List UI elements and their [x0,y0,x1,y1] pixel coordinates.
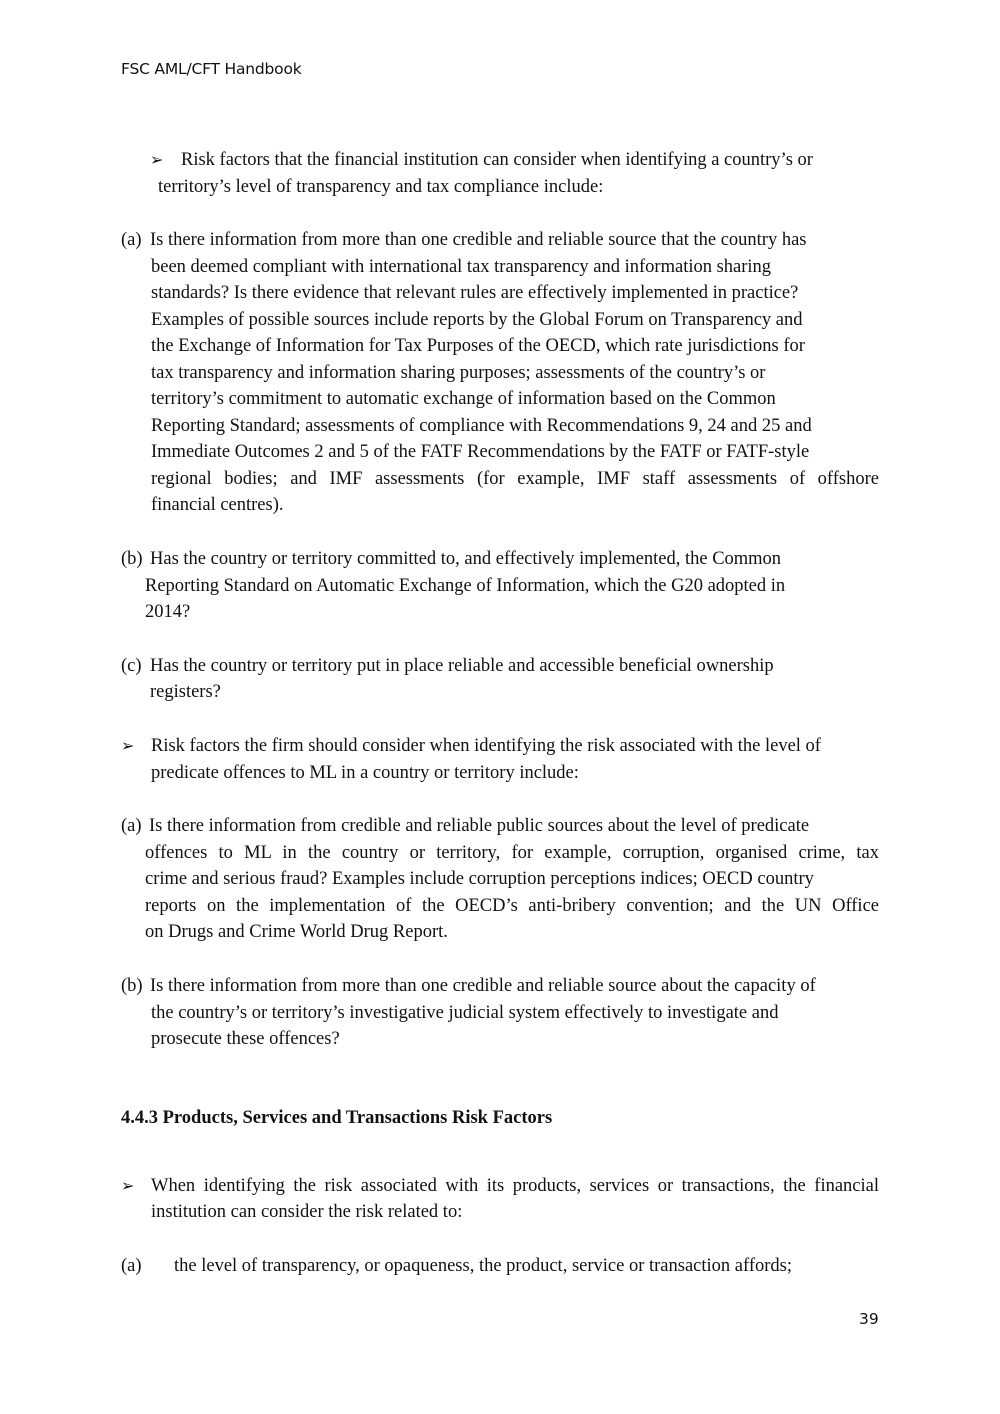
paragraph-line: crime and serious fraud? Examples include corruption perceptions indices; OECD country [145,869,814,889]
arrow-bullet-icon: ➢ [121,736,135,755]
paragraph-line: Immediate Outcomes 2 and 5 of the FATF Recommendations by the FATF or FATF-style [151,442,810,462]
paragraph-line: Is there information from more than one credible and reliable source that the country has [150,230,807,250]
paragraph-line: financial centres). [151,495,284,515]
paragraph-line: institution can consider the risk related to: [151,1202,463,1222]
paragraph-line: regional bodies; and IMF assessments (for example, IMF staff assessments of offshore [151,469,879,489]
item-label: (a) [121,816,142,836]
arrow-bullet-icon: ➢ [150,150,164,169]
paragraph-line: reports on the implementation of the OECD’s anti-bribery convention; and the UN Office [145,896,879,916]
running-header: FSC AML/CFT Handbook [121,60,302,78]
paragraph-line: the level of transparency, or opaqueness, the product, service or transaction affords; [174,1256,792,1276]
paragraph-line: predicate offences to ML in a country or territory include: [151,763,579,783]
paragraph-line: Is there information from credible and reliable public sources about the level of predicate [149,816,810,836]
paragraph-line: been deemed compliant with international tax transparency and information sharing [151,257,772,277]
paragraph-line: the Exchange of Information for Tax Purposes of the OECD, which rate jurisdictions for [151,336,805,356]
paragraph-line: Has the country or territory put in place reliable and accessible beneficial ownership [150,656,774,676]
paragraph-line: offences to ML in the country or territory, for example, corruption, organised crime, tax [145,843,879,863]
page-number: 39 [859,1310,879,1328]
item-label: (c) [121,656,142,676]
paragraph-line: registers? [150,682,221,702]
arrow-bullet-icon: ➢ [121,1176,135,1195]
section-heading: 4.4.3 Products, Services and Transactions Risk Factors [121,1108,553,1128]
paragraph-line: Is there information from more than one credible and reliable source about the capacity of [150,976,816,996]
paragraph-line: 2014? [145,602,191,622]
item-label: (b) [121,976,143,996]
paragraph-line: Reporting Standard on Automatic Exchange of Information, which the G20 adopted in [145,576,786,596]
paragraph-line: Has the country or territory committed to, and effectively implemented, the Common [150,549,782,569]
paragraph-line: the country’s or territory’s investigative judicial system effectively to investigate and [151,1003,779,1023]
item-label: (a) [121,230,142,250]
paragraph-line: on Drugs and Crime World Drug Report. [145,922,448,942]
paragraph-line: Examples of possible sources include reports by the Global Forum on Transparency and [151,310,803,330]
item-label: (a) [121,1256,142,1276]
item-label: (b) [121,549,143,569]
paragraph-line: Risk factors the firm should consider when identifying the risk associated with the level of [151,736,821,756]
paragraph-line: Risk factors that the financial institution can consider when identifying a country’s or [181,150,813,170]
paragraph-line: standards? Is there evidence that relevant rules are effectively implemented in practice? [151,283,799,303]
paragraph-line: territory’s level of transparency and tax compliance include: [158,177,604,197]
paragraph-line: tax transparency and information sharing purposes; assessments of the country’s or [151,363,766,383]
paragraph-line: territory’s commitment to automatic exchange of information based on the Common [151,389,776,409]
paragraph-line: prosecute these offences? [151,1029,340,1049]
paragraph-line: When identifying the risk associated with its products, services or transactions, the financial [151,1176,879,1196]
paragraph-line: Reporting Standard; assessments of compliance with Recommendations 9, 24 and 25 and [151,416,812,436]
